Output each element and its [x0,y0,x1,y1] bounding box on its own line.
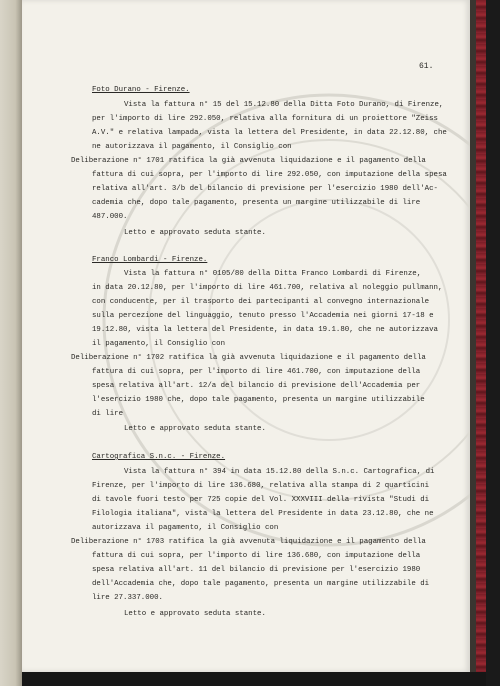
text-line: il pagamento, il Consiglio con [92,340,226,348]
marbled-cover-edge [476,0,486,672]
text-line: dell'Accademia che, dopo tale pagamento, presenta un margine utilizzabile di [92,580,430,588]
text-line: Deliberazione n° 1702 ratifica la già avvenuta liquidazione e il pagamento della [71,354,426,362]
text-line: sulla percezione del linguaggio, tenuto presso l'Accademia nei giorni 17-18 e [92,312,434,320]
approval-line: Letto e approvato seduta stante. [124,610,266,618]
text-line: l'esercizio 1980 che, dopo tale pagamento, presenta un margine utilizzabile [92,396,425,404]
text-line: in data 20.12.80, per l'importo di lire 461.700, relativa al noleggio pullmann, [92,284,443,292]
text-line: 19.12.80, vista la lettera del Presidente, in data 19.1.80, che ne autorizzava [92,326,438,334]
text-line: autorizzava il pagamento, il Consiglio con [92,524,279,532]
text-line: ne autorizzava il pagamento, il Consiglio con [92,143,292,151]
facing-page-edge [0,0,22,686]
background-bottom [22,672,486,686]
section-heading-franco-lombardi: Franco Lombardi - Firenze. [92,256,208,264]
text-line: Firenze, per l'importo di lire 136.680, relativa alla stampa di 2 quarticini [92,482,430,490]
text-line: Deliberazione n° 1701 ratifica la già avvenuta liquidazione e il pagamento della [71,157,426,165]
text-line: di lire [92,410,124,418]
text-line: spesa relativa all'art. 11 del bilancio di previsione per l'esercizio 1980 [92,566,421,574]
approval-line: Letto e approvato seduta stante. [124,425,266,433]
document-page [22,0,470,672]
text-line: cademia che, dopo tale pagamento, presenta un margine utilizzabile di lire [92,199,421,207]
text-line: di tavole fuori testo per 725 copie del Vol. XXXVIII della rivista "Studi di [92,496,430,504]
text-line: Vista la fattura n° 0105/80 della Ditta Franco Lombardi di Firenze, [124,270,422,278]
text-line: fattura di cui sopra, per l'importo di lire 136.680, con imputazione della [92,552,421,560]
text-line: lire 27.337.000. [92,594,163,602]
text-line: fattura di cui sopra, per l'importo di lire 292.050, con imputazione della spesa [92,171,447,179]
text-line: Deliberazione n° 1703 ratifica la già avvenuta liquidazione e il pagamento della [71,538,426,546]
page-number: 61. [419,62,434,71]
background-right [486,0,500,686]
text-line: relativa all'art. 3/b del bilancio di previsione per l'esercizio 1980 dell'Ac- [92,185,438,193]
text-line: con conducente, per il trasporto dei partecipanti al convegno internazionale [92,298,430,306]
text-line: Filologia italiana", vista la lettera del Presidente in data 23.12.80, che ne [92,510,434,518]
text-line: 487.000. [92,213,128,221]
text-line: fattura di cui sopra, per l'importo di lire 461.700, con imputazione della [92,368,421,376]
text-line: Vista la fattura n° 394 in data 15.12.80 della S.n.c. Cartografica, di [124,468,435,476]
text-line: per l'importo di lire 292.050, relativa alla fornitura di un proiettore "Zeiss [92,115,438,123]
approval-line: Letto e approvato seduta stante. [124,229,266,237]
section-heading-foto-durano: Foto Durano - Firenze. [92,86,190,94]
section-heading-cartografica: Cartografica S.n.c. - Firenze. [92,453,226,461]
text-line: A.V." e relativa lampada, vista la lettera del Presidente, in data 22.12.80, che [92,129,447,137]
text-line: spesa relativa all'art. 12/a del bilancio di previsione dell'Accademia per [92,382,421,390]
text-line: Vista la fattura n° 15 del 15.12.80 della Ditta Foto Durano, di Firenze, [124,101,444,109]
